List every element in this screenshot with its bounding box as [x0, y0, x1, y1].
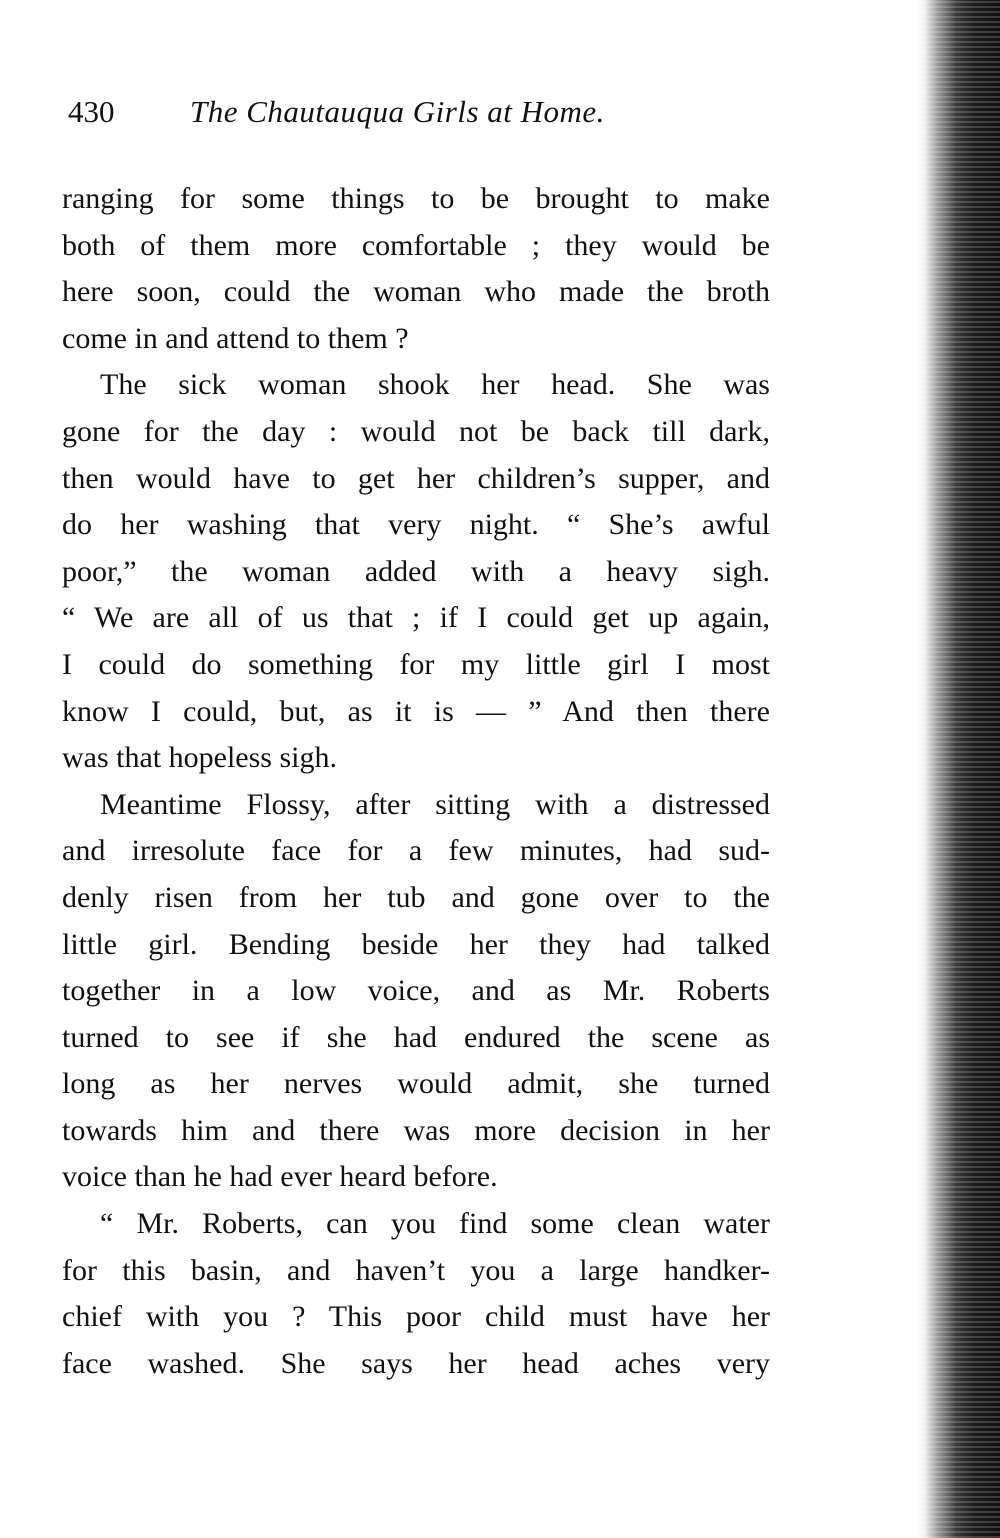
text-line: “ Mr. Roberts, can you find some clean water — [100, 1207, 770, 1241]
text-line: chief with you ? This poor child must have her — [62, 1300, 770, 1334]
text-line: Meantime Flossy, after sitting with a distressed — [100, 787, 770, 821]
text-line: was that hopeless sigh. — [62, 741, 337, 775]
body-text — [62, 176, 770, 1387]
running-head — [68, 92, 788, 136]
binding-gutter-shadow — [916, 0, 1000, 1538]
text-line: together in a low voice, and as Mr. Roberts — [62, 974, 770, 1008]
text-line: both of them more comfortable ; they would be — [62, 228, 770, 262]
book-title: The Chautauqua Girls at Home. — [190, 94, 605, 129]
text-line: then would have to get her children’s supper, and — [62, 461, 770, 495]
text-line: ranging for some things to be brought to make — [62, 182, 770, 215]
text-line: denly risen from her tub and gone over to the — [62, 880, 770, 914]
text-line: know I could, but, as it is — ” And then there — [62, 694, 770, 728]
text-line: voice than he had ever heard before. — [62, 1160, 498, 1194]
paragraph-4 — [62, 1201, 770, 1387]
text-line: face washed. She says her head aches very — [62, 1346, 770, 1380]
text-line: come in and attend to them ? — [62, 321, 409, 355]
text-line: I could do something for my little girl I most — [62, 647, 770, 681]
text-line: gone for the day : would not be back till dark, — [62, 414, 770, 448]
text-line: and irresolute face for a few minutes, had sud- — [62, 834, 770, 868]
text-line: poor,” the woman added with a heavy sigh. — [62, 554, 770, 588]
text-line: “ We are all of us that ; if I could get up again, — [62, 601, 770, 635]
text-line: long as her nerves would admit, she turned — [62, 1067, 770, 1101]
text-line: for this basin, and haven’t you a large handker- — [62, 1253, 770, 1287]
text-line: little girl. Bending beside her they had talked — [62, 927, 770, 961]
paragraph-3 — [62, 782, 770, 1201]
text-line: towards him and there was more decision in her — [62, 1113, 770, 1147]
text-line: The sick woman shook her head. She was — [100, 368, 770, 402]
text-line: do her washing that very night. “ She’s awful — [62, 508, 770, 542]
paragraph-2 — [62, 362, 770, 781]
page-number: 430 — [68, 94, 115, 129]
text-line: here soon, could the woman who made the broth — [62, 275, 770, 309]
text-line: turned to see if she had endured the scene as — [62, 1020, 770, 1054]
paragraph-1 — [62, 176, 770, 362]
